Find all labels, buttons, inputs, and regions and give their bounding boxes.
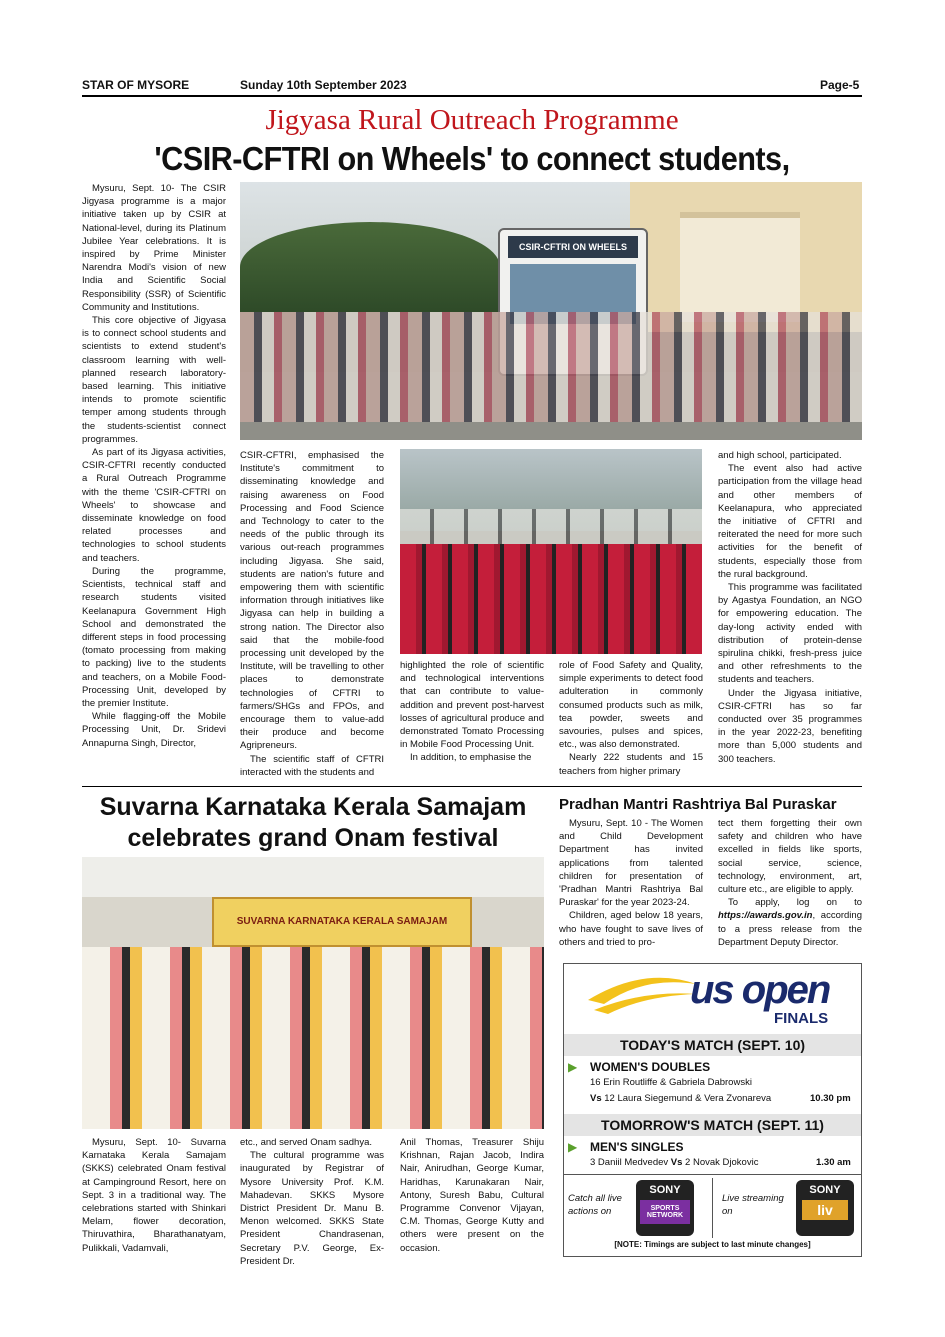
apply-text: To apply, log on to <box>728 897 862 909</box>
paragraph: role of Food Safety and Quality, simple experiments to detect food adulteration in commonly consumed products such as milk, tea powder, sweets and savouries, pulses and spices, etc., was also demonstrated. <box>559 660 703 751</box>
sony-liv-logo <box>796 1180 854 1236</box>
paragraph: Mysuru, Sept. 10- Suvarna Karnataka Kerala Samajam (SKKS) celebrated Onam festival at Campinground Resort, here on Sept. 3 in a traditional way. The celebrations started with Shinkari Melam, flower decoration, Thiruvathira, Bharathanatyam, Pulikkali, Vadamvali, <box>82 1137 226 1254</box>
sports-network-label: SPORTS NETWORK <box>640 1200 690 1224</box>
article1-col5 <box>718 449 862 766</box>
sony-wordmark: SONY <box>649 1184 681 1196</box>
issue-date: Sunday 10th September 2023 <box>240 78 407 92</box>
paragraph: During the programme, Scientists, technical staff and research students visited Keelanapura Government High School and demonstrated the different steps in food processing (tomato processing from making to packing) live to the students and teachers, on a Mobile Food-Processing Unit, developed by the premier Institute. <box>82 565 226 709</box>
catch-live-text: Catch all live actions on <box>568 1193 622 1217</box>
play-icon: ▶ <box>568 1140 578 1154</box>
students-photo <box>400 449 702 654</box>
match2-player1: 3 Daniil Medvedev <box>590 1157 671 1168</box>
article1-kicker: Jigyasa Rural Outreach Programme <box>265 104 679 136</box>
tennis-swoosh-icon <box>584 970 699 1016</box>
article2-col1 <box>82 1136 226 1255</box>
paragraph: CSIR-CFTRI, emphasised the Institute's commitment to disseminating knowledge and raising awareness on Food Processing and Food Science and Technology to cater to the needs of the public through its various out-reach programmes including Jigyasa. She said, students are nation's future and empowering them with scientific information through initiatives like Jigyasa can help in building a strong nation. The Director also said that the mobile-food processing unit developed by the Institute, will be travelling to other places to demonstrate technologies of CFTRI to farmers/SHGs and FPOs, and encourage them to value-add their produce and become Agripreneurs. <box>240 450 384 752</box>
liv-label: liv <box>802 1200 848 1220</box>
divider <box>564 1174 861 1175</box>
paragraph: highlighted the role of scientific and technological interventions that can contribute to value-addition and prevent post-harvest losses of agricultural produce and demonstrated Tomato Processing in Mobile Food Processing Unit. <box>400 660 544 751</box>
paragraph: Under the Jigyasa initiative, CSIR-CFTRI has so far conducted over 35 programmes in the year 2022-23, benefiting more than 5,000 students and 300 teachers. <box>718 687 862 765</box>
match2-time: 1.30 am <box>816 1157 851 1168</box>
paragraph: The event also had active participation from the village head and other members of Keelanapura, who appreciated the initiative of CFTRI and reiterated the need for more such activities for the benefit of students, especially those from the rural background. <box>718 463 862 580</box>
sony-wordmark: SONY <box>809 1184 841 1196</box>
vs-label: Vs <box>670 1157 683 1168</box>
tomorrow-heading: TOMORROW'S MATCH (SEPT. 11) <box>564 1114 861 1136</box>
paragraph: In addition, to emphasise the <box>410 752 532 764</box>
us-open-box <box>563 963 862 1257</box>
article3-headline: Pradhan Mantri Rashtriya Bal Puraskar <box>559 796 837 813</box>
event2-title: MEN'S SINGLES <box>590 1140 684 1154</box>
article1-col1 <box>82 182 226 750</box>
paragraph: The cultural programme was inaugurated by Registrar of Mysore University Prof. K.M. Mahadevan. SKKS Mysore District President Dr. Manu B. Menon welcomed. SKKS State President Chandrasenan, Secretary P.V. George, Ex-President Dr. <box>240 1150 384 1267</box>
match1-team1: 16 Erin Routliffe & Gabriela Dabrowski <box>590 1077 752 1088</box>
article3-col2 <box>718 817 862 949</box>
paragraph: While flagging-off the Mobile Processing Unit, Dr. Sridevi Annapurna Singh, Director, <box>82 711 226 749</box>
paragraph: etc., and served Onam sadhya. <box>240 1137 373 1148</box>
paragraph: This programme was facilitated by Agastya Foundation, an NGO for empowering education. The day-long activity ended with distribution of protein-dense spirulina chikki, fresh-press juice and other refreshments to the students and teachers. <box>718 582 862 686</box>
bus-sign: CSIR-CFTRI ON WHEELS <box>508 236 638 258</box>
match1-time: 10.30 pm <box>810 1093 851 1104</box>
sony-sports-logo <box>636 1180 694 1236</box>
paragraph: and high school, participated. <box>718 450 842 461</box>
paragraph: tect them forgetting their own safety and children who have excelled in fields like sports, social service, science, technology, environment, art, culture etc., are eligible to apply. <box>718 818 862 896</box>
paragraph: Anil Thomas, Treasurer Shiju Krishnan, Rajan Jacob, Indira Nair, Anirudhan, George Kumar, Haridhas, Karunakaran Nair, Antony, Suresh Babu, Cultural Programme Convenor Vijayan, C.M. Thomas, George Kutty and others were present on the occasion. <box>400 1137 544 1254</box>
article1-col4 <box>559 659 703 778</box>
paragraph: Mysuru, Sept. 10 - The Women and Child Development Department has invited applications from talented children for presentation of 'Pradhan Mantri Rashtriya Bal Puraskar' for the year 2023-24. <box>559 818 703 909</box>
vs-label: Vs <box>590 1093 602 1104</box>
article2-col3 <box>400 1136 544 1255</box>
paragraph: Nearly 222 students and 15 teachers from higher primary <box>559 752 703 777</box>
event1-title: WOMEN'S DOUBLES <box>590 1060 711 1074</box>
timing-note: [NOTE: Timings are subject to last minute changes] <box>614 1240 811 1249</box>
article1-col3 <box>400 659 544 765</box>
header-rule <box>82 95 862 97</box>
paper-name: STAR OF MYSORE <box>82 78 190 92</box>
article1-col2 <box>240 449 384 779</box>
match2-player2: 2 Novak Djokovic <box>682 1157 759 1168</box>
paragraph: Children, aged below 18 years, who have fought to save lives of others and tried to pro- <box>559 910 703 948</box>
today-heading: TODAY'S MATCH (SEPT. 10) <box>564 1034 861 1056</box>
article3-col1 <box>559 817 703 949</box>
onam-photo <box>82 857 544 1129</box>
article1-headline: 'CSIR-CFTRI on Wheels' to connect students, <box>154 140 790 177</box>
onam-banner: SUVARNA KARNATAKA KERALA SAMAJAM <box>212 897 472 947</box>
paragraph: As part of its Jigyasa activities, CSIR-CFTRI recently conducted a Rural Outreach Programme with the theme 'CSIR-CFTRI on Wheels' to showcase and disseminate knowledge on food related processes and technologies to school students and teachers. <box>82 447 226 564</box>
finals-label: FINALS <box>774 1010 829 1027</box>
article2-col2 <box>240 1136 384 1268</box>
divider <box>712 1178 713 1238</box>
page-number: Page-5 <box>820 78 860 92</box>
paragraph: The scientific staff of CFTRI interacted with the students and <box>240 753 384 778</box>
us-open-logo: us open <box>690 968 830 1012</box>
paragraph: This core objective of Jigyasa is to connect school students and scientists to extend student's classroom learning with well-planned research laboratory-based learning. This initiative intends to promote scientific temper among students through the students-scientist connect programmes. <box>82 315 226 445</box>
awards-link[interactable]: https://awards.gov.in <box>718 910 813 922</box>
live-streaming-text: Live streaming on <box>722 1193 784 1217</box>
article2-headline: Suvarna Karnataka Kerala Samajam celebrates grand Onam festival <box>99 793 527 852</box>
apply-text-end: , according to a press release from the Department Deputy Director. <box>718 910 862 948</box>
paragraph: Mysuru, Sept. 10- The CSIR Jigyasa programme is a major initiative taken up by CSIR at National-level, during its Platinum Jubilee Year celebrations. It is inspired by Prime Minister Narendra Modi's vision of new India and Scientific Social Responsibility (SSR) of Scientific Community and Institutions. <box>82 183 226 313</box>
bus-flagoff-photo <box>240 182 862 440</box>
section-rule <box>82 786 862 787</box>
play-icon: ▶ <box>568 1060 578 1074</box>
match1-team2: 12 Laura Siegemund & Vera Zvonareva <box>601 1093 772 1104</box>
